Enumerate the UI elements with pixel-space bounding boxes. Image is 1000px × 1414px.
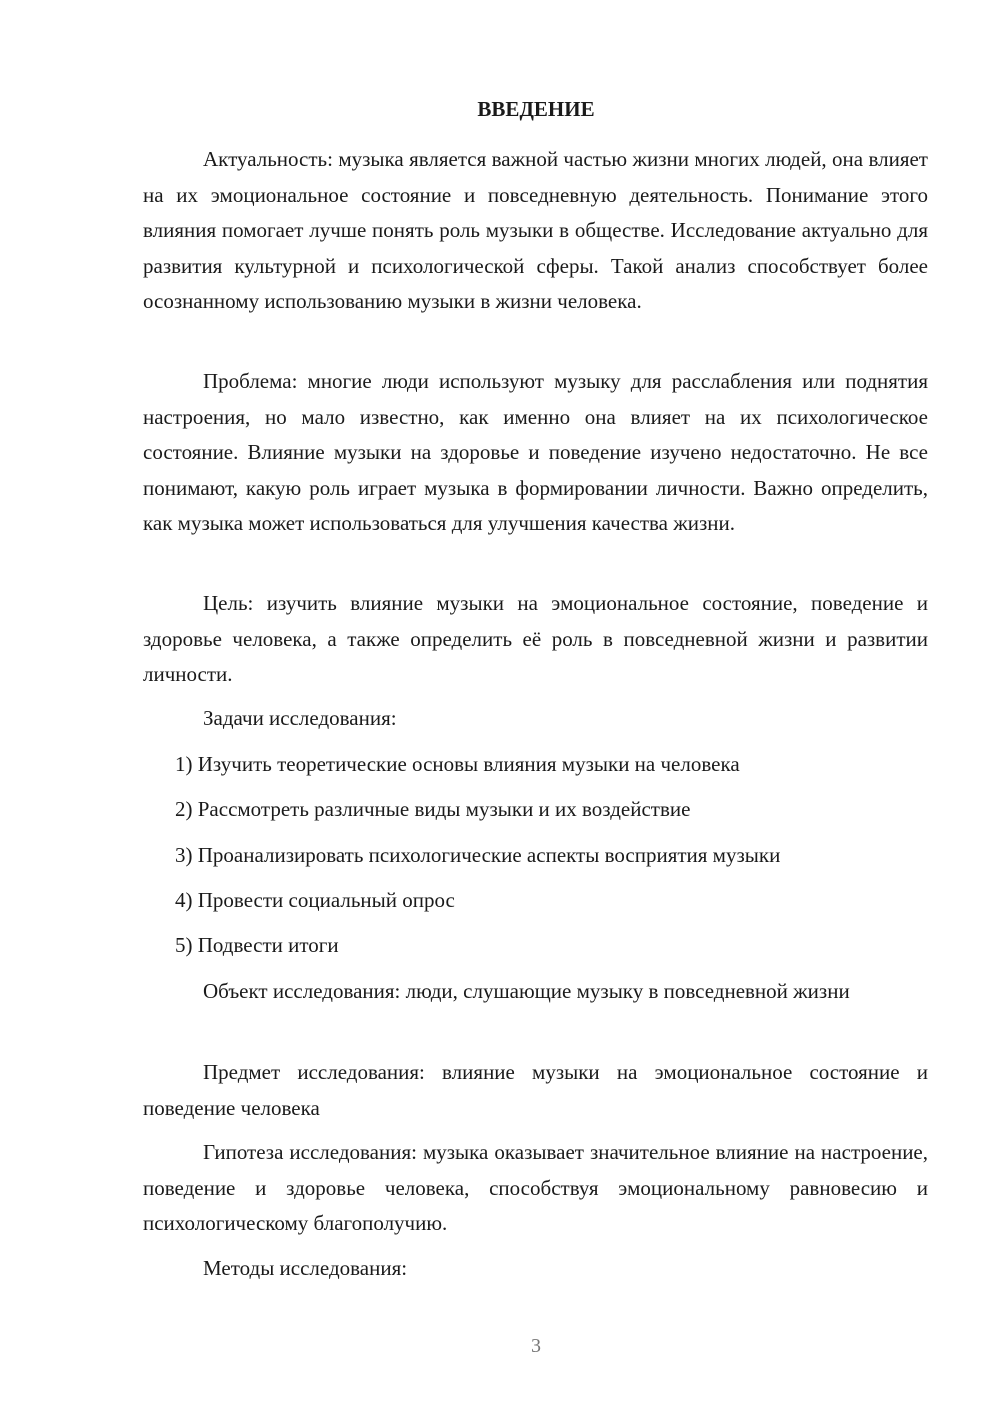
list-item: 1) Изучить теоретические основы влияния музыки на человека <box>175 752 740 776</box>
list-item: 5) Подвести итоги <box>175 933 339 957</box>
section-title: ВВЕДЕНИЕ <box>477 97 595 121</box>
paragraph-goal: Цель: изучить влияние музыки на эмоциональное состояние, поведение и здоровье человека, а также определить её роль в повседневной жизни и развитии личности. <box>143 591 928 687</box>
page-number: 3 <box>531 1335 541 1357</box>
methods-heading: Методы исследования: <box>203 1256 408 1280</box>
paragraph-hypothesis: Гипотеза исследования: музыка оказывает значительное влияние на настроение, поведение и здоровье человека, способствуя эмоциональному равновесию и психологическому благополучию. <box>143 1140 928 1236</box>
tasks-heading: Задачи исследования: <box>203 706 397 730</box>
paragraph-problem: Проблема: многие люди используют музыку для расслабления или поднятия настроения, но мало известно, как именно она влияет на их психологическое состояние. Влияние музыки на здоровье и поведение изучено недостаточно. Не все понимают, какую роль играет музыка в формировании личности. Важно определить, как музыка может использоваться для улучшения качества жизни. <box>143 369 928 536</box>
paragraph-object: Объект исследования: люди, слушающие музыку в повседневной жизни <box>203 979 850 1003</box>
list-item: 2) Рассмотреть различные виды музыки и их воздействие <box>175 797 691 821</box>
paragraph-relevance: Актуальность: музыка является важной частью жизни многих людей, она влияет на их эмоциональное состояние и повседневную деятельность. Понимание этого влияния помогает лучше понять роль музыки в обществе. Исследование актуально для развития культурной и психологической сферы. Такой анализ способствует более осознанному использованию музыки в жизни человека. <box>143 147 928 314</box>
list-item: 3) Проанализировать психологические аспекты восприятия музыки <box>175 843 781 867</box>
paragraph-subject: Предмет исследования: влияние музыки на эмоциональное состояние и поведение человека <box>143 1060 928 1120</box>
list-item: 4) Провести социальный опрос <box>175 888 455 912</box>
